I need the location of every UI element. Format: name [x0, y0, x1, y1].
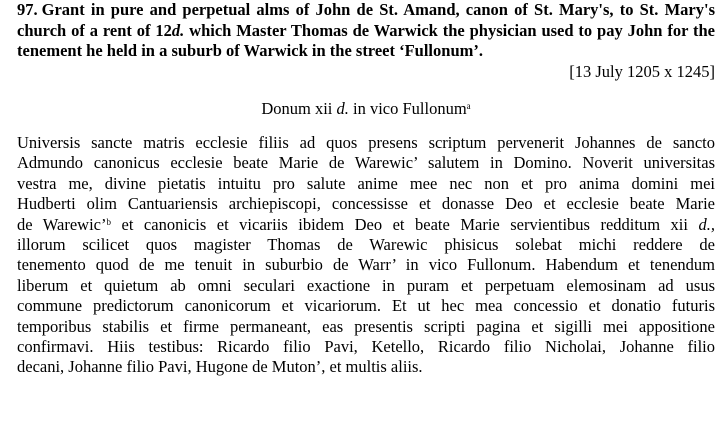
charter-text	[17, 133, 715, 378]
footnote-marker-b: b	[106, 216, 111, 227]
text-line: decani, Johanne filio Pavi, Hugone de Muton’, et multis aliis.	[17, 357, 423, 377]
text-line: tenemento quod de me tenuit in suburbio de Warr’ in vico Fullonum. Habendum et tenendum	[17, 255, 715, 275]
text-line: Admundo canonicus ecclesie beate Marie de Warewic’ salutem in Domino. Noverit universitas	[17, 153, 715, 173]
text-line: Universis sancte matris ecclesie filiis ad quos presens scriptum pervenerit Johannes de sancto	[17, 133, 715, 152]
footnote-marker-a: a	[466, 101, 471, 111]
text-line: commune predictorum canonicorum et vicariorum. Et ut hec mea concessio et donatio futuris	[17, 296, 715, 316]
entry-date: [13 July 1205 x 1245]	[569, 61, 715, 81]
text-line: liberum et quietum ab omni seculari exactione in puram et perpetuam elemosinam ad usus	[17, 275, 715, 295]
text-line: confirmavi. Hiis testibus: Ricardo filio Pavi, Ketello, Ricardo filio Nicholai, Johanne filio	[17, 337, 715, 357]
text-line: de Warewic’$^b$ et canonicis et vicariis ibidem Deo et beate Marie servientibus redditum xii d.,	[17, 214, 715, 234]
text-line: vestra me, divine pietatis intuitu pro salute anime mee nec non et pro anima domini mei	[17, 173, 715, 193]
entry-heading-text: Grant in pure and perpetual alms of John de St. Amand, canon of St. Mary's, to St. Mary's church of a rent of 12	[17, 0, 715, 40]
entry-number: 97.	[17, 0, 38, 19]
text-line: temporibus stabilis et firme permaneant, eas presentis scripti pagina et sigilli mei appositione	[17, 316, 715, 336]
text-line: illorum scilicet quos magister Thomas de Warewic phisicus solebat michi reddere de	[17, 235, 715, 255]
entry-heading	[17, 0, 715, 62]
text-line: Hudberti olim Cantuariensis archiepiscopi, concessisse et donasse Deo et ecclesie beate Marie	[17, 194, 715, 214]
entry-heading-italic: d.	[171, 20, 185, 40]
entry-heading-text-end: which Master Thomas de Warwick the physician used to pay John for the tenement he held in a suburb of Warwick in the street ‘Fullonum’.	[17, 20, 715, 60]
charter-title: Donum xii d. in vico Fullonum$^a$	[261, 99, 471, 118]
